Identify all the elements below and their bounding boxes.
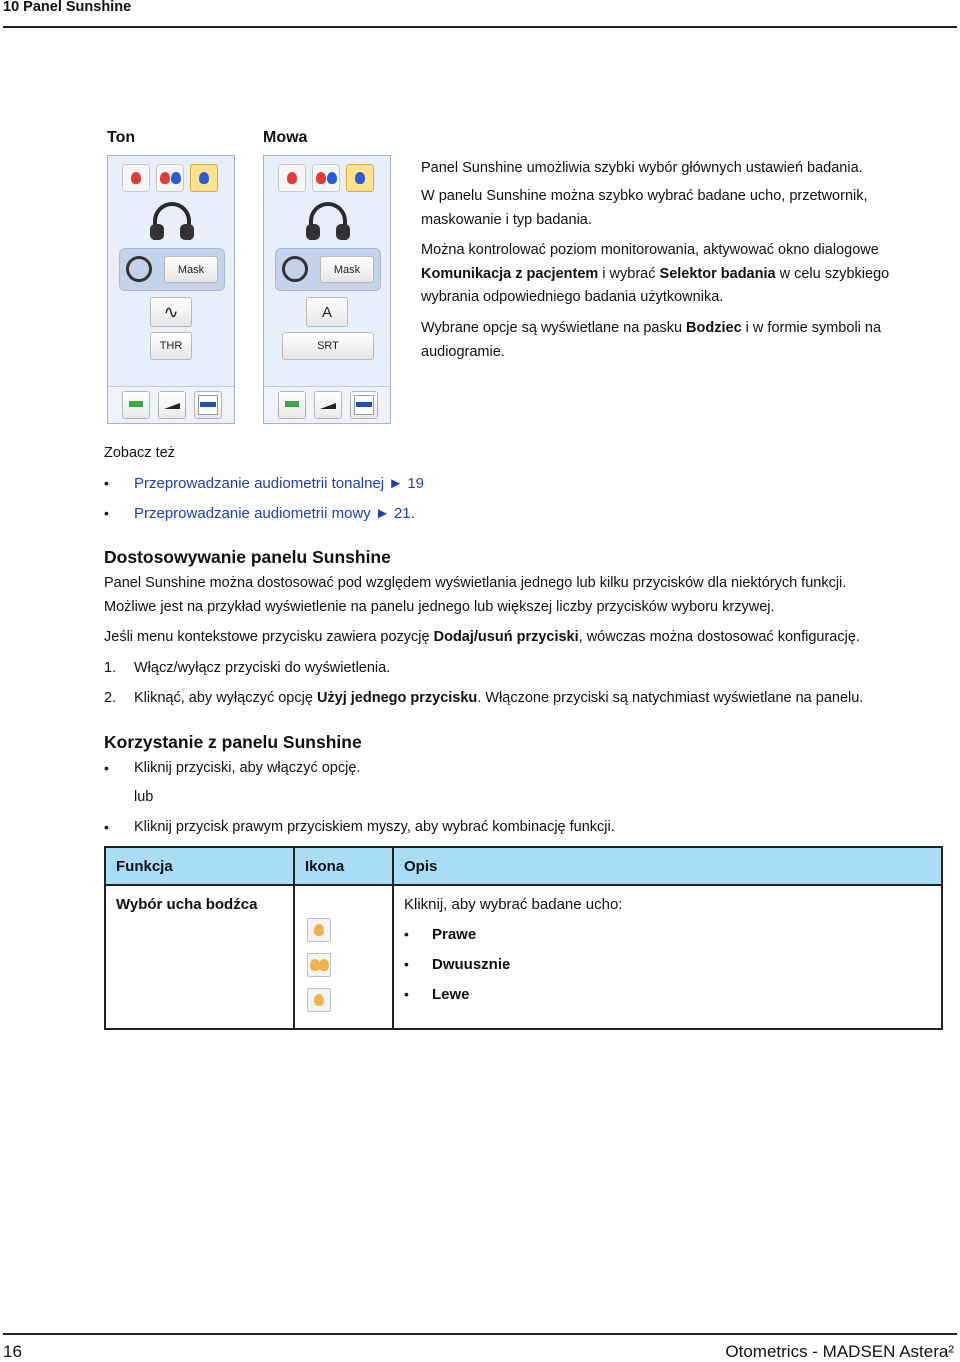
bullet-icon: • [104,819,109,835]
using-bullet-1: Kliknij przyciski, aby włączyć opcję. [134,760,361,776]
customize-line3-a: Jeśli menu kontekstowe przycisku zawiera pozycję [104,629,434,645]
intro-p3-text-a: Można kontrolować poziom monitorowania, aktywować okno dialogowe [421,242,879,258]
using-heading: Korzystanie z panelu Sunshine [104,732,362,752]
tone-panel-label: Ton [107,129,136,146]
headphones-cup-right [180,224,194,240]
masking-group [275,248,381,291]
customize-line-1: Panel Sunshine można dostosować pod względem wyświetlania jednego lub kilku przycisków dla niektórych funkcji. [104,575,847,591]
both-ears-icon [307,953,331,977]
monitor-button[interactable] [122,391,150,419]
step-2-number: 2. [104,690,117,706]
green-arrow-icon [129,401,143,407]
using-bullet-2: Kliknij przycisk prawym przyciskiem myszy, aby wybrać kombinację funkcji. [134,819,615,835]
step-2-text [134,690,863,706]
ear-glyph [319,959,329,971]
customize-line-2: Możliwe jest na przykład wyświetlenie na panelu jednego lub większej liczby przycisków wyboru krzywej. [104,599,775,615]
intro-p3-text-c: i wybrać [598,265,660,282]
masking-headphones-icon [282,256,308,282]
table-header-description: Opis [393,847,942,885]
bullet-icon: • [404,986,409,1002]
footer-product-name: Otometrics - MADSEN Astera² [725,1342,954,1361]
right-ear-icon [287,172,297,184]
headphones-transducer-button[interactable] [150,202,194,248]
page-number: 16 [3,1342,22,1361]
test-selector-highlight [200,402,216,407]
function-table [104,846,943,1030]
patient-communication-term: Komunikacja z pacjentem [421,265,599,282]
test-selector-highlight [356,402,372,407]
using-or: lub [134,789,154,805]
speech-stimulus-button[interactable]: A [306,297,348,327]
right-ear-icon [307,918,331,942]
talk-level-button[interactable] [158,391,186,419]
masking-group [119,248,225,291]
table-cell-description [393,885,942,1029]
headphones-transducer-button[interactable] [306,202,350,248]
volume-ramp-icon [164,403,180,409]
table-cell-icons [294,885,393,1029]
customize-line3-c: , wówczas można dostosować konfigurację. [578,629,860,645]
step-1-number: 1. [104,660,117,676]
ear-glyph [314,924,324,936]
masking-headphones-icon [126,256,152,282]
right-ear-button[interactable] [122,164,150,192]
srt-test-button[interactable]: SRT [282,332,374,360]
panel-bottom-toolbar [264,386,390,423]
intro-p4-text-c: i w formie symboli na audiogramie. [421,320,882,360]
mask-button[interactable]: Mask [164,256,218,283]
sunshine-panel-speech [263,155,391,424]
function-ear-selection: Wybór ucha bodźca [116,896,258,913]
bullet-icon: • [104,760,109,776]
panel-bottom-toolbar [108,386,234,423]
intro-p3-text-e: w celu szybkiego wybrania odpowiedniego badania użytkownika. [421,265,890,305]
volume-ramp-icon [320,403,336,409]
add-remove-buttons-term: Dodaj/usuń przyciski [433,629,579,645]
bullet-icon: • [104,505,109,521]
right-ear-icon [131,172,141,184]
headphones-cup-right [336,224,350,240]
use-single-button-term: Użyj jednego przycisku [316,690,478,706]
bullet-icon: • [404,926,409,942]
test-selector-button[interactable] [194,391,222,419]
left-ear-icon [199,172,209,184]
intro-paragraph-4 [421,317,921,364]
page-header-title: 10 Panel Sunshine [3,0,132,15]
step-2-text-a: Kliknąć, aby wyłączyć opcję [134,690,317,706]
intro-paragraph-2: W panelu Sunshine można szybko wybrać badane ucho, przetwornik, maskowanie i typ badania. [421,188,868,228]
option-left-ear: Lewe [432,986,470,1003]
left-ear-icon [307,988,331,1012]
left-ear-button[interactable] [190,164,218,192]
intro-paragraph-3 [421,239,921,310]
step-2-text-c: . Włączone przyciski są natychmiast wyświetlane na panelu. [477,690,864,706]
monitor-button[interactable] [278,391,306,419]
speech-panel-label: Mowa [263,129,308,146]
thr-test-button[interactable]: THR [150,332,192,360]
see-also-link-tone[interactable]: Przeprowadzanie audiometrii tonalnej ► 19 [134,475,425,492]
option-binaural: Dwuusznie [432,956,511,973]
header-divider [3,26,957,28]
customize-line-3 [104,629,860,645]
both-ears-button[interactable] [312,164,340,192]
table-cell-function [105,885,294,1029]
left-ear-icon [327,172,337,184]
ear-selection-description: Kliknij, aby wybrać badane ucho: [404,896,623,913]
see-also-link-speech[interactable]: Przeprowadzanie audiometrii mowy ► 21. [134,505,415,522]
table-row [105,885,942,1029]
talk-level-button[interactable] [314,391,342,419]
tone-stimulus-button[interactable]: ∿ [150,297,192,327]
table-header-function: Funkcja [105,847,294,885]
test-selector-icon [354,395,374,415]
stimulus-term: Bodziec [686,320,742,336]
left-ear-icon [171,172,181,184]
intro-p4-text-a: Wybrane opcje są wyświetlane na pasku [421,320,687,336]
step-1-text: Włącz/wyłącz przyciski do wyświetlenia. [134,660,391,676]
test-selector-button[interactable] [350,391,378,419]
see-also-label: Zobacz też [104,445,175,461]
customize-heading: Dostosowywanie panelu Sunshine [104,547,391,567]
bullet-icon: • [404,956,409,972]
green-arrow-icon [285,401,299,407]
headphones-cup-left [150,224,164,240]
table-header-row [105,847,942,885]
bullet-icon: • [104,475,109,491]
test-selector-term: Selektor badania [659,265,776,282]
right-ear-button[interactable] [278,164,306,192]
ear-glyph [314,994,324,1006]
option-right-ear: Prawe [432,926,477,943]
mask-button[interactable]: Mask [320,256,374,283]
right-ear-icon [316,172,326,184]
table-header-icon: Ikona [294,847,393,885]
sunshine-panel-tone [107,155,235,424]
intro-paragraph-1: Panel Sunshine umożliwia szybki wybór głównych ustawień badania. [421,160,863,176]
both-ears-button[interactable] [156,164,184,192]
footer-divider [3,1333,957,1335]
test-selector-icon [198,395,218,415]
right-ear-icon [160,172,170,184]
left-ear-button[interactable] [346,164,374,192]
left-ear-icon [355,172,365,184]
headphones-cup-left [306,224,320,240]
